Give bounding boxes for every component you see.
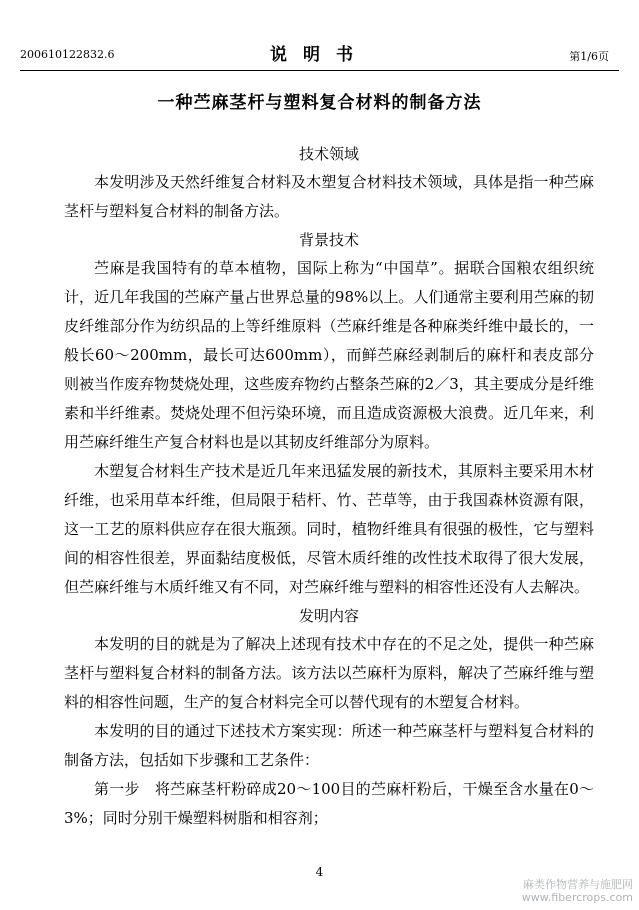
paragraph: 本发明的目的就是为了解决上述现有技术中存在的不足之处，提供一种苎麻茎杆与塑料复合材料的制备方法。该方法以苎麻杆为原料，解决了苎麻纤维与塑料的相容性问题，生产的复合材料完全可以替代现有的木塑复合材料。 xyxy=(64,635,594,711)
watermark-site-name: 麻类作物营养与施肥网 xyxy=(523,878,633,891)
paragraph: 本发明涉及天然纤维复合材料及木塑复合材料技术领域，具体是指一种苎麻茎杆与塑料复合材料的制备方法。 xyxy=(64,173,594,220)
section-heading: 背景技术 xyxy=(298,231,359,249)
paragraph: 木塑复合材料生产技术是近几年来迅猛发展的新技术，其原料主要采用木材纤维，也采用草本纤维，但局限于秸杆、竹、芒草等，由于我国森林资源有限，这一工艺的原料供应存在很大瓶颈。同时，植物纤维具有很强的极性，它与塑料间的相容性很差，界面黏结度极低，尽管木质纤维的改性技术取得了很大发展，但苎麻纤维与木质纤维又有不同，对苎麻纤维与塑料的相容性还没有人去解决。 xyxy=(64,462,594,596)
document-title: 一种苎麻茎杆与塑料复合材料的制备方法 xyxy=(157,93,482,113)
section-invention-content xyxy=(64,602,594,833)
watermark xyxy=(522,878,633,904)
doc-type-heading: 说明书 xyxy=(270,45,369,65)
section-background xyxy=(64,226,594,602)
header-rule xyxy=(20,70,619,71)
page-indicator: 第1/6页 xyxy=(569,50,609,63)
section-heading: 技术领域 xyxy=(298,145,359,163)
paragraph: 苎麻是我国特有的草本植物，国际上称为“中国草”。据联合国粮农组织统计，近几年我国的苎麻产量占世界总量的98%以上。人们通常主要利用苎麻的韧皮纤维部分作为纺织品的上等纤维原料（苎麻纤维是各种麻类纤维中最长的，一般长60～200mm，最长可达600mm），而鲜苎麻经剥制后的麻杆和表皮部分则被当作废弃物焚烧处理，这些废弃物约占整条苎麻的2／3，其主要成分是纤维素和半纤维素。焚烧处理不但污染环境，而且造成资源极大浪费。近几年来，利用苎麻纤维生产复合材料也是以其韧皮纤维部分为原料。 xyxy=(64,259,594,451)
section-heading: 发明内容 xyxy=(298,607,359,625)
watermark-url: www.fibercrops.com xyxy=(521,891,633,904)
paragraph: 本发明的目的通过下述技术方案实现：所述一种苎麻茎杆与塑料复合材料的制备方法，包括如下步骤和工艺条件： xyxy=(64,722,594,769)
section-technical-field xyxy=(64,140,594,226)
document-body xyxy=(64,140,594,833)
paragraph: 第一步 将苎麻茎杆粉碎成20～100目的苎麻杆粉后，干燥至含水量在0～3%；同时分别干燥塑料树脂和相容剂； xyxy=(64,780,594,827)
patent-number: 200610122832.6 xyxy=(20,48,115,61)
page-number: 4 xyxy=(315,865,324,879)
